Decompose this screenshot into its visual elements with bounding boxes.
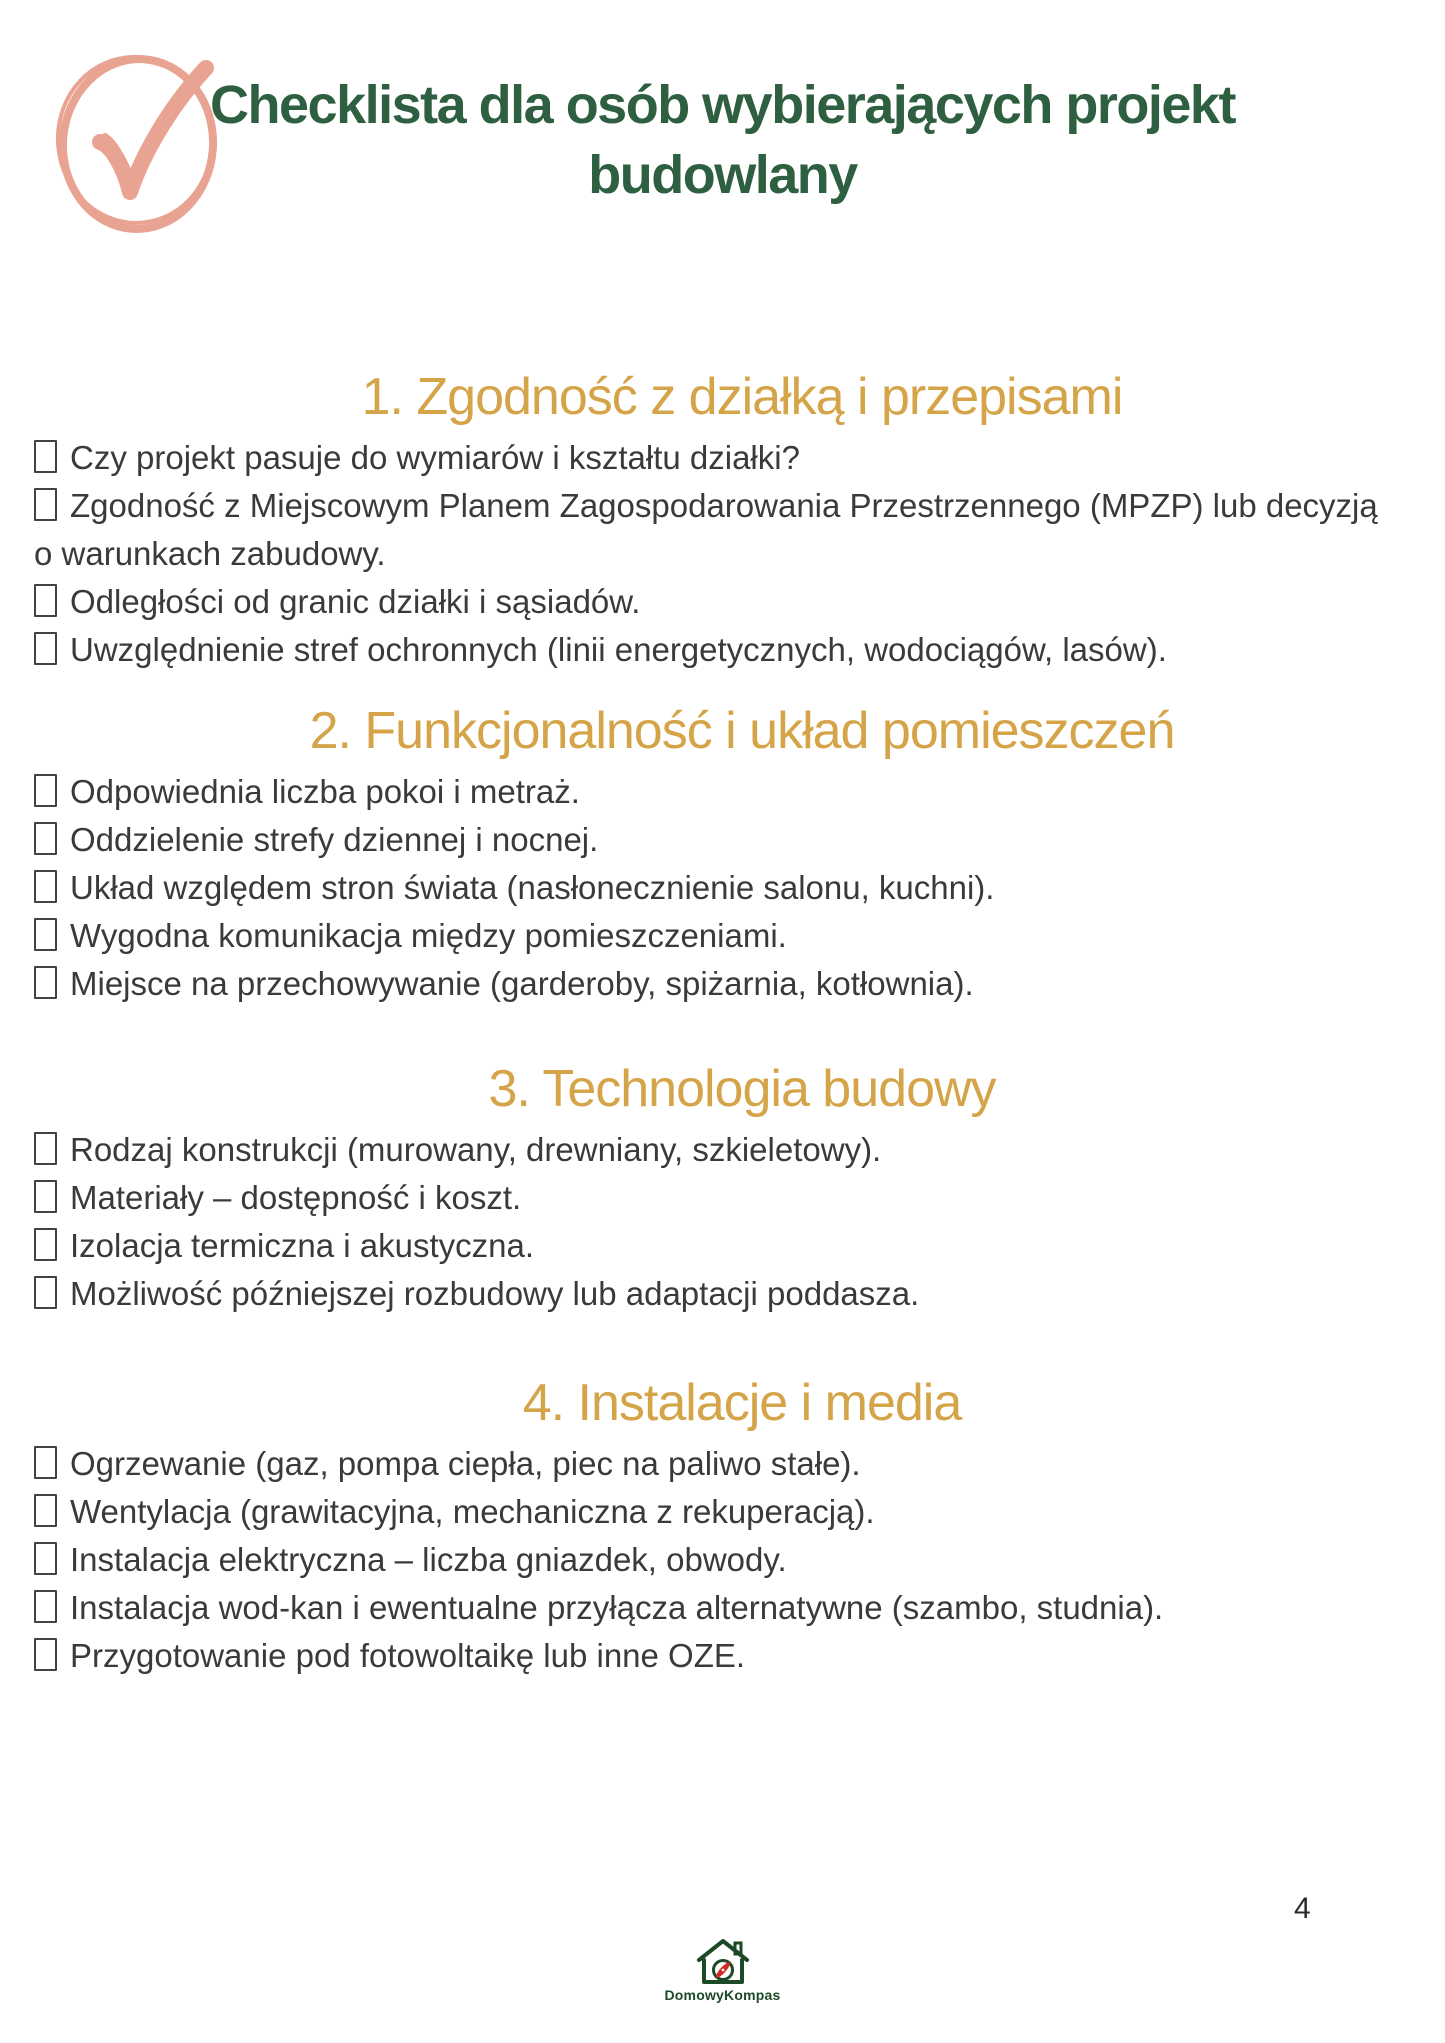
checklist-item	[34, 864, 1384, 912]
checklist-item	[34, 1488, 1384, 1536]
checkbox-placeholder-icon	[34, 488, 57, 521]
checkbox-placeholder-icon	[34, 1276, 57, 1309]
checklist-item-text: Miejsce na przechowywanie (garderoby, spiżarnia, kotłownia).	[70, 965, 974, 1002]
checklist-item-text: Uwzględnienie stref ochronnych (linii energetycznych, wodociągów, lasów).	[70, 631, 1167, 668]
checklist-item-text: Instalacja wod-kan i ewentualne przyłącza alternatywne (szambo, studnia).	[70, 1589, 1164, 1626]
checkbox-placeholder-icon	[34, 822, 57, 855]
checkbox-placeholder-icon	[34, 440, 57, 473]
checklist-item	[34, 626, 1384, 674]
checkbox-placeholder-icon	[34, 1446, 57, 1479]
section-2-heading: 2. Funkcjonalność i układ pomieszczeń	[309, 702, 1175, 760]
checklist-item	[34, 1584, 1384, 1632]
checkbox-placeholder-icon	[34, 870, 57, 903]
checkbox-placeholder-icon	[34, 1494, 57, 1527]
checkbox-placeholder-icon	[34, 1132, 57, 1165]
checklist-item-text: Oddzielenie strefy dziennej i nocnej.	[70, 821, 599, 858]
checklist-item-text: Izolacja termiczna i akustyczna.	[70, 1227, 535, 1264]
checkbox-placeholder-icon	[34, 1228, 57, 1261]
checklist-item	[34, 960, 1384, 1008]
checklist-item-text: Możliwość późniejszej rozbudowy lub adaptacji poddasza.	[70, 1275, 920, 1312]
footer-logo-text: DomowyKompas	[664, 1987, 781, 2003]
checklist-item-text: Instalacja elektryczna – liczba gniazdek, obwody.	[70, 1541, 787, 1578]
checkbox-placeholder-icon	[34, 918, 57, 951]
checklist-item	[34, 768, 1384, 816]
section-2	[34, 700, 1410, 1008]
section-4	[34, 1372, 1410, 1680]
checkbox-placeholder-icon	[34, 774, 57, 807]
checklist-item-text: Wentylacja (grawitacyjna, mechaniczna z rekuperacją).	[70, 1493, 875, 1530]
checklist-item-text: Ogrzewanie (gaz, pompa ciepła, piec na paliwo stałe).	[70, 1445, 861, 1482]
checklist-item	[34, 482, 1384, 578]
checklist-item-text: Odpowiednia liczba pokoi i metraż.	[70, 773, 580, 810]
checklist-item	[34, 1632, 1384, 1680]
checklist-item	[34, 1536, 1384, 1584]
section-4-heading: 4. Instalacje i media	[522, 1374, 962, 1432]
checkbox-placeholder-icon	[34, 1590, 57, 1623]
checkbox-placeholder-icon	[34, 1542, 57, 1575]
house-compass-icon	[693, 1938, 753, 1986]
checklist-item-text: Odległości od granic działki i sąsiadów.	[70, 583, 641, 620]
page-title-line-2: budowlany	[588, 145, 857, 205]
page-title	[0, 70, 1445, 210]
checklist-item	[34, 912, 1384, 960]
page-number: 4	[1294, 1892, 1311, 1925]
section-3-heading: 3. Technologia budowy	[488, 1060, 996, 1118]
section-1	[34, 366, 1410, 674]
checklist-item-text: Układ względem stron świata (nasłonecznienie salonu, kuchni).	[70, 869, 995, 906]
checklist-item-text: Wygodna komunikacja między pomieszczeniami.	[70, 917, 787, 954]
checklist-item-text: Czy projekt pasuje do wymiarów i kształtu działki?	[70, 439, 800, 476]
checklist-item	[34, 578, 1384, 626]
checklist-item	[34, 1174, 1384, 1222]
checklist-item-text: Materiały – dostępność i koszt.	[70, 1179, 522, 1216]
checkbox-placeholder-icon	[34, 584, 57, 617]
checklist-item	[34, 816, 1384, 864]
checklist-item	[34, 434, 1384, 482]
checklist-item	[34, 1126, 1384, 1174]
checkbox-placeholder-icon	[34, 632, 57, 665]
checklist-item	[34, 1222, 1384, 1270]
checkbox-placeholder-icon	[34, 1638, 57, 1671]
checkbox-placeholder-icon	[34, 966, 57, 999]
checklist-item-text: Rodzaj konstrukcji (murowany, drewniany, szkieletowy).	[70, 1131, 882, 1168]
checklist-item	[34, 1440, 1384, 1488]
page-title-line-1: Checklista dla osób wybierających projekt	[210, 75, 1235, 135]
checklist-item-text: Zgodność z Miejscowym Planem Zagospodarowania Przestrzennego (MPZP) lub decyzją o warunkach zabudowy.	[34, 487, 1378, 572]
checklist-item-text: Przygotowanie pod fotowoltaikę lub inne OZE.	[70, 1637, 746, 1674]
section-3	[34, 1058, 1410, 1318]
checkbox-placeholder-icon	[34, 1180, 57, 1213]
checklist-item	[34, 1270, 1384, 1318]
footer-logo	[0, 1938, 1445, 2003]
section-1-heading: 1. Zgodność z działką i przepisami	[361, 368, 1123, 426]
